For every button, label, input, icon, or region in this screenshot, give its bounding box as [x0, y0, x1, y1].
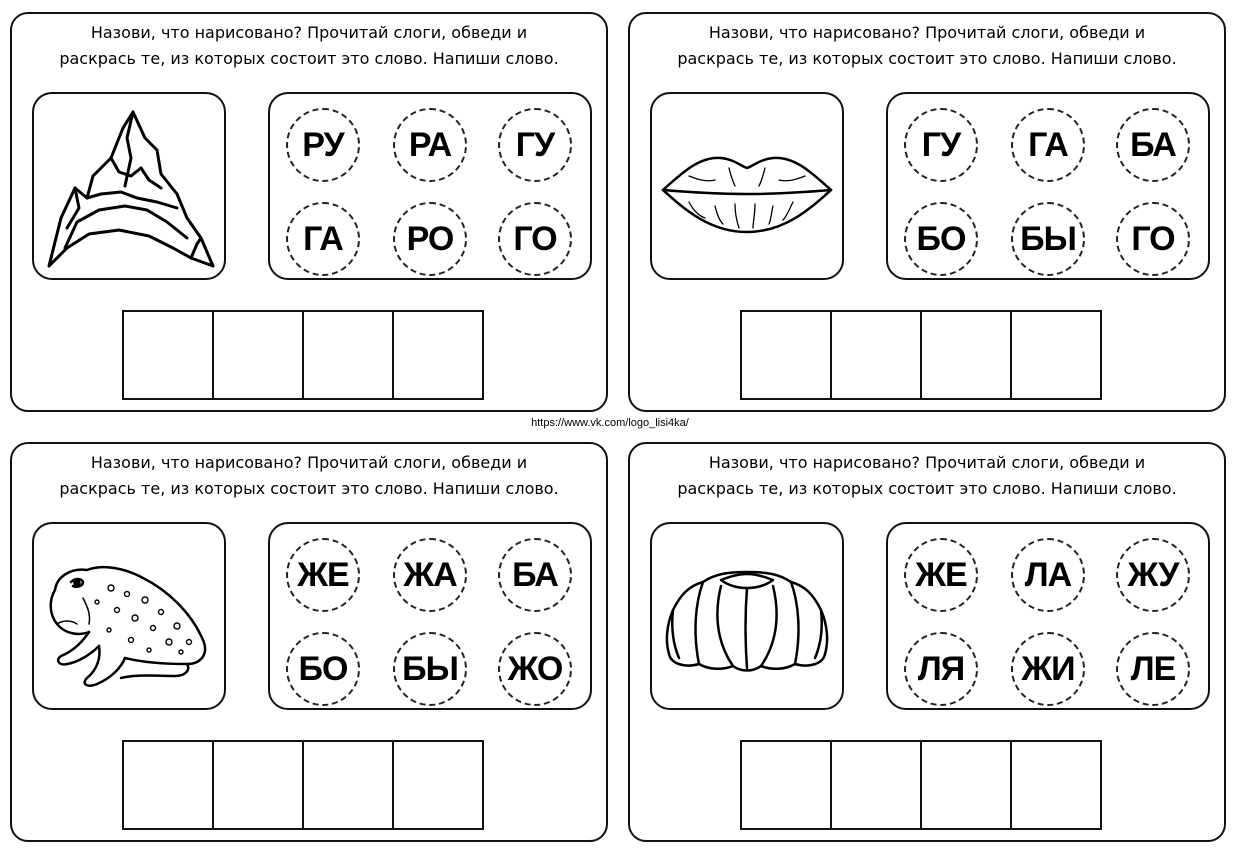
worksheet-card-toad — [10, 442, 608, 842]
syllable-circle[interactable]: РА — [393, 108, 467, 182]
syllable-circle[interactable]: ГУ — [904, 108, 978, 182]
syllable-circle[interactable]: ГА — [286, 202, 360, 276]
picture-box — [32, 522, 226, 710]
jelly-icon — [659, 528, 835, 704]
answer-cell[interactable] — [1010, 740, 1102, 830]
answer-cell[interactable] — [302, 740, 394, 830]
syllables-box — [886, 522, 1210, 710]
answer-cell[interactable] — [212, 310, 304, 400]
syllables-box — [268, 522, 592, 710]
toad-icon — [41, 528, 217, 704]
syllable-circle[interactable]: ЖЕ — [286, 538, 360, 612]
answer-boxes — [122, 740, 484, 830]
syllable-circle[interactable]: ЖИ — [1011, 632, 1085, 706]
instruction-text — [32, 450, 586, 502]
syllable-circle[interactable]: ГУ — [498, 108, 572, 182]
picture-box — [650, 92, 844, 280]
instruction-line-1: Назови, что нарисовано? Прочитай слоги, обведи и — [90, 453, 528, 472]
answer-cell[interactable] — [392, 740, 484, 830]
answer-cell[interactable] — [392, 310, 484, 400]
instruction-line-2: раскрась те, из которых состоит это слово. Напиши слово. — [59, 49, 559, 68]
syllable-circle[interactable]: ГО — [1116, 202, 1190, 276]
worksheet-card-mountain — [10, 12, 608, 412]
syllable-circle[interactable]: ГО — [498, 202, 572, 276]
instruction-line-1: Назови, что нарисовано? Прочитай слоги, обведи и — [708, 453, 1146, 472]
syllable-circle[interactable]: БА — [498, 538, 572, 612]
source-link[interactable]: https://www.vk.com/logo_lisi4ka/ — [531, 417, 689, 429]
syllables-box — [886, 92, 1210, 280]
syllables-box — [268, 92, 592, 280]
instruction-line-2: раскрась те, из которых состоит это слово. Напиши слово. — [677, 479, 1177, 498]
syllable-circle[interactable]: БЫ — [1011, 202, 1085, 276]
syllable-circle[interactable]: ЖУ — [1116, 538, 1190, 612]
instruction-text — [32, 20, 586, 72]
answer-cell[interactable] — [830, 310, 922, 400]
answer-cell[interactable] — [920, 310, 1012, 400]
answer-cell[interactable] — [302, 310, 394, 400]
instruction-line-1: Назови, что нарисовано? Прочитай слоги, обведи и — [90, 23, 528, 42]
syllable-circle[interactable]: РУ — [286, 108, 360, 182]
syllable-circle[interactable]: РО — [393, 202, 467, 276]
syllable-circle[interactable]: ЖО — [498, 632, 572, 706]
mountain-icon — [41, 98, 217, 274]
syllable-circle[interactable]: ЖЕ — [904, 538, 978, 612]
answer-cell[interactable] — [920, 740, 1012, 830]
syllable-circle[interactable]: ЛЯ — [904, 632, 978, 706]
worksheet-card-jelly — [628, 442, 1226, 842]
answer-cell[interactable] — [122, 740, 214, 830]
answer-cell[interactable] — [122, 310, 214, 400]
answer-boxes — [740, 740, 1102, 830]
answer-cell[interactable] — [830, 740, 922, 830]
syllable-circle[interactable]: БЫ — [393, 632, 467, 706]
answer-cell[interactable] — [1010, 310, 1102, 400]
worksheet-card-lips — [628, 12, 1226, 412]
lips-icon — [659, 98, 835, 274]
instruction-text — [650, 450, 1204, 502]
syllable-circle[interactable]: ЛА — [1011, 538, 1085, 612]
instruction-text — [650, 20, 1204, 72]
instruction-line-2: раскрась те, из которых состоит это слово. Напиши слово. — [677, 49, 1177, 68]
syllable-circle[interactable]: ГА — [1011, 108, 1085, 182]
picture-box — [650, 522, 844, 710]
syllable-circle[interactable]: ЖА — [393, 538, 467, 612]
syllable-circle[interactable]: ЛЕ — [1116, 632, 1190, 706]
picture-box — [32, 92, 226, 280]
instruction-line-2: раскрась те, из которых состоит это слово. Напиши слово. — [59, 479, 559, 498]
syllable-circle[interactable]: БО — [286, 632, 360, 706]
answer-boxes — [122, 310, 484, 400]
syllable-circle[interactable]: БО — [904, 202, 978, 276]
answer-cell[interactable] — [212, 740, 304, 830]
instruction-line-1: Назови, что нарисовано? Прочитай слоги, обведи и — [708, 23, 1146, 42]
answer-cell[interactable] — [740, 310, 832, 400]
syllable-circle[interactable]: БА — [1116, 108, 1190, 182]
answer-cell[interactable] — [740, 740, 832, 830]
answer-boxes — [740, 310, 1102, 400]
